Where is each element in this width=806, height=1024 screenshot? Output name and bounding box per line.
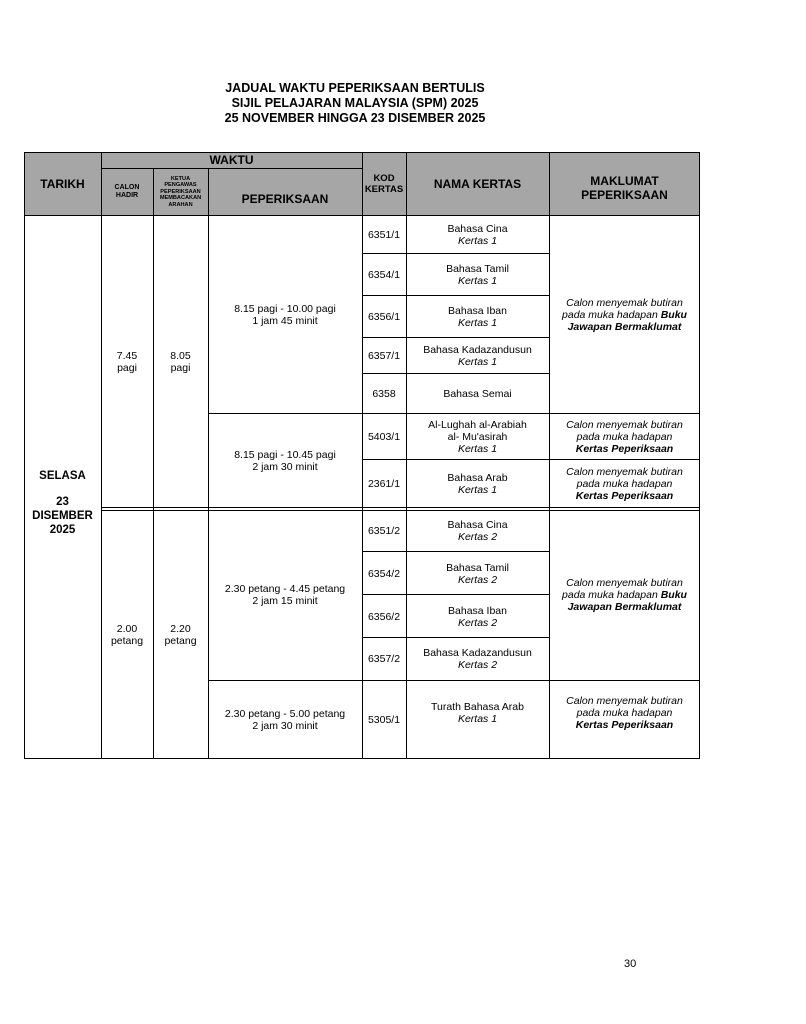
paper-number: Kertas 2 xyxy=(457,616,498,629)
paper-name: Al-Lughah al-Arabiah xyxy=(428,419,527,431)
afternoon-slot-2-time: 2.30 petang - 5.00 petang xyxy=(224,707,346,720)
paper-code: 6357/2 xyxy=(367,653,401,665)
paper-name-cell xyxy=(406,460,549,508)
paper-name: Bahasa Tamil xyxy=(446,263,509,275)
header-maklumat xyxy=(549,152,700,216)
header-maklumat-line: PEPERIKSAAN xyxy=(581,188,668,202)
info-line xyxy=(562,309,687,321)
morning-slot-1 xyxy=(208,216,362,414)
paper-name-cell xyxy=(406,254,549,296)
row-divider xyxy=(362,253,549,254)
header-waktu xyxy=(101,152,362,168)
info-line: Calon menyemak butiran xyxy=(566,297,683,309)
header-tarikh xyxy=(24,152,101,216)
header-maklumat-line: MAKLUMAT xyxy=(590,174,659,188)
paper-number: Kertas 1 xyxy=(457,713,498,725)
paper-code: 6357/1 xyxy=(367,350,401,362)
title-line-1: JADUAL WAKTU PEPERIKSAAN BERTULIS xyxy=(225,81,485,95)
paper-number: Kertas 2 xyxy=(457,531,498,543)
date-cell xyxy=(24,216,101,759)
date-month: DISEMBER xyxy=(32,509,93,522)
row-divider xyxy=(362,459,700,460)
morning-slot-2-time: 8.15 pagi - 10.45 pagi xyxy=(234,449,336,461)
afternoon-ketua-period: petang xyxy=(164,634,197,647)
paper-code: 6356/1 xyxy=(367,311,401,323)
info-bold: Buku xyxy=(660,309,687,321)
paper-code: 6354/1 xyxy=(367,269,401,281)
paper-number: Kertas 1 xyxy=(457,443,498,455)
paper-name: Turath Bahasa Arab xyxy=(430,701,524,713)
info-line: pada muka hadapan xyxy=(576,707,673,719)
table-divider xyxy=(362,152,363,759)
paper-number: Kertas 2 xyxy=(457,573,498,586)
paper-code: 6351/2 xyxy=(367,525,401,537)
header-nama-kertas xyxy=(406,152,549,216)
info-text: pada muka hadapan xyxy=(562,589,661,601)
paper-number: Kertas 2 xyxy=(457,659,498,671)
info-bold-line: Kertas Peperiksaan xyxy=(575,443,674,455)
info-line: Calon menyemak butiran xyxy=(566,577,683,589)
info-line: Calon menyemak butiran xyxy=(566,466,683,478)
paper-name-cell xyxy=(406,296,549,338)
paper-name-line-2: al- Mu'asirah xyxy=(447,431,508,443)
morning-calon-time: 7.45 xyxy=(116,350,138,362)
header-tarikh-label: TARIKH xyxy=(40,177,85,191)
info-bold-line: Kertas Peperiksaan xyxy=(575,719,674,731)
header-calon-hadir-line: CALON xyxy=(114,184,140,191)
info-bold: Buku xyxy=(660,589,687,601)
row-divider xyxy=(362,373,549,374)
paper-name: Bahasa Cina xyxy=(447,519,508,531)
paper-name: Bahasa Iban xyxy=(448,305,507,317)
table-divider xyxy=(101,152,102,759)
paper-number: Kertas 1 xyxy=(457,484,498,496)
afternoon-slot-2-duration: 2 jam 30 minit xyxy=(252,719,318,732)
table-divider xyxy=(549,152,550,759)
header-waktu-label: WAKTU xyxy=(209,153,254,167)
morning-slot-1-duration: 1 jam 45 minit xyxy=(252,315,318,327)
paper-code: 5403/1 xyxy=(367,431,401,443)
info-line: pada muka hadapan xyxy=(576,478,673,490)
table-border xyxy=(24,152,25,759)
row-divider xyxy=(362,337,549,338)
session-divider xyxy=(101,507,700,508)
morning-slot-2 xyxy=(208,414,362,508)
paper-name-cell xyxy=(406,414,549,460)
info-line xyxy=(562,589,687,601)
afternoon-ketua-arahan xyxy=(153,510,208,759)
morning-slot-1-time: 8.15 pagi - 10.00 pagi xyxy=(234,303,336,315)
info-bold-line: Jawapan Bermaklumat xyxy=(567,601,682,613)
info-kertas-peperiksaan xyxy=(549,460,700,508)
paper-name: Bahasa Arab xyxy=(447,472,508,484)
header-kod-kertas xyxy=(362,152,406,216)
exam-timetable xyxy=(24,152,700,759)
paper-name-cell xyxy=(406,552,549,595)
afternoon-calon-hadir xyxy=(101,510,153,759)
date-day-num: 23 xyxy=(56,495,69,508)
header-ketua-line: PENGAWAS xyxy=(164,182,197,189)
paper-name: Bahasa Cina xyxy=(447,223,508,235)
morning-calon-hadir xyxy=(101,216,153,508)
session-divider xyxy=(101,510,700,511)
paper-name: Bahasa Semai xyxy=(443,388,512,400)
header-nama-kertas-label: NAMA KERTAS xyxy=(433,177,522,191)
info-buku-jawapan xyxy=(549,216,700,414)
info-kertas-peperiksaan xyxy=(549,414,700,460)
paper-code: 6358 xyxy=(372,388,396,400)
table-divider xyxy=(101,168,362,169)
paper-name-cell xyxy=(406,510,549,552)
row-divider xyxy=(362,594,549,595)
morning-slot-2-duration: 2 jam 30 minit xyxy=(252,461,318,473)
afternoon-calon-period: petang xyxy=(110,634,144,647)
row-divider xyxy=(208,680,700,681)
info-text: pada muka hadapan xyxy=(562,309,661,321)
morning-ketua-period: pagi xyxy=(170,362,191,374)
header-peperiksaan xyxy=(208,168,362,216)
paper-name: Bahasa Tamil xyxy=(446,561,509,574)
paper-name-cell xyxy=(406,338,549,374)
paper-name-cell xyxy=(406,638,549,680)
afternoon-slot-1-time: 2.30 petang - 4.45 petang xyxy=(224,583,346,595)
afternoon-slot-1 xyxy=(208,510,362,680)
header-ketua-pengawas xyxy=(153,168,208,216)
paper-number: Kertas 1 xyxy=(457,317,498,329)
row-divider xyxy=(362,295,549,296)
info-line: pada muka hadapan xyxy=(576,431,673,443)
table-divider xyxy=(406,152,407,759)
paper-name: Bahasa Iban xyxy=(448,604,507,617)
document-title xyxy=(0,81,710,126)
paper-name: Bahasa Kadazandusun xyxy=(423,647,532,659)
info-line: Calon menyemak butiran xyxy=(566,695,683,707)
paper-name: Bahasa Kadazandusun xyxy=(423,344,532,356)
row-divider xyxy=(362,637,549,638)
header-peperiksaan-label: PEPERIKSAAN xyxy=(241,192,329,206)
header-ketua-line: ARAHAN xyxy=(168,201,193,208)
header-calon-hadir xyxy=(101,168,153,216)
paper-number: Kertas 1 xyxy=(457,235,498,247)
paper-code: 6356/2 xyxy=(367,610,401,623)
table-border xyxy=(699,152,700,759)
paper-code: 5305/1 xyxy=(367,713,401,726)
header-kod-line: KERTAS xyxy=(364,184,404,195)
info-bold-line: Jawapan Bermaklumat xyxy=(567,321,682,333)
afternoon-ketua-time: 2.20 xyxy=(170,622,191,635)
title-line-3: 25 NOVEMBER HINGGA 23 DISEMBER 2025 xyxy=(224,111,486,125)
table-divider xyxy=(153,168,154,759)
morning-ketua-time: 8.05 xyxy=(170,350,191,362)
paper-code: 6351/1 xyxy=(367,229,401,241)
morning-ketua-arahan xyxy=(153,216,208,508)
header-ketua-line: MEMBACAKAN xyxy=(159,195,202,202)
table-divider xyxy=(208,168,209,759)
header-ketua-line: KETUA xyxy=(170,175,191,182)
row-divider xyxy=(208,413,700,414)
header-calon-hadir-line: HADIR xyxy=(115,192,139,199)
header-ketua-line: PEPERIKSAAN xyxy=(160,188,201,195)
paper-name-cell xyxy=(406,680,549,746)
paper-code: 6354/2 xyxy=(367,567,401,580)
info-line: Calon menyemak butiran xyxy=(566,419,683,431)
header-kod-line: KOD xyxy=(373,173,395,184)
info-bold-line: Kertas Peperiksaan xyxy=(575,490,674,502)
paper-name-cell xyxy=(406,374,549,414)
paper-name-cell xyxy=(406,595,549,638)
page-number: 30 xyxy=(624,958,637,970)
paper-number: Kertas 1 xyxy=(457,356,498,368)
info-kertas-peperiksaan xyxy=(549,680,700,746)
afternoon-calon-time: 2.00 xyxy=(116,622,138,635)
title-line-2: SIJIL PELAJARAN MALAYSIA (SPM) 2025 xyxy=(231,96,479,110)
row-divider xyxy=(362,551,549,552)
info-buku-jawapan xyxy=(549,510,700,680)
afternoon-slot-1-duration: 2 jam 15 minit xyxy=(252,595,318,607)
morning-calon-period: pagi xyxy=(117,362,137,374)
afternoon-slot-2 xyxy=(208,680,362,759)
paper-name-cell xyxy=(406,216,549,254)
paper-number: Kertas 1 xyxy=(457,275,498,287)
paper-code: 2361/1 xyxy=(367,478,401,490)
date-year: 2025 xyxy=(49,523,76,536)
date-day: SELASA xyxy=(39,469,86,482)
